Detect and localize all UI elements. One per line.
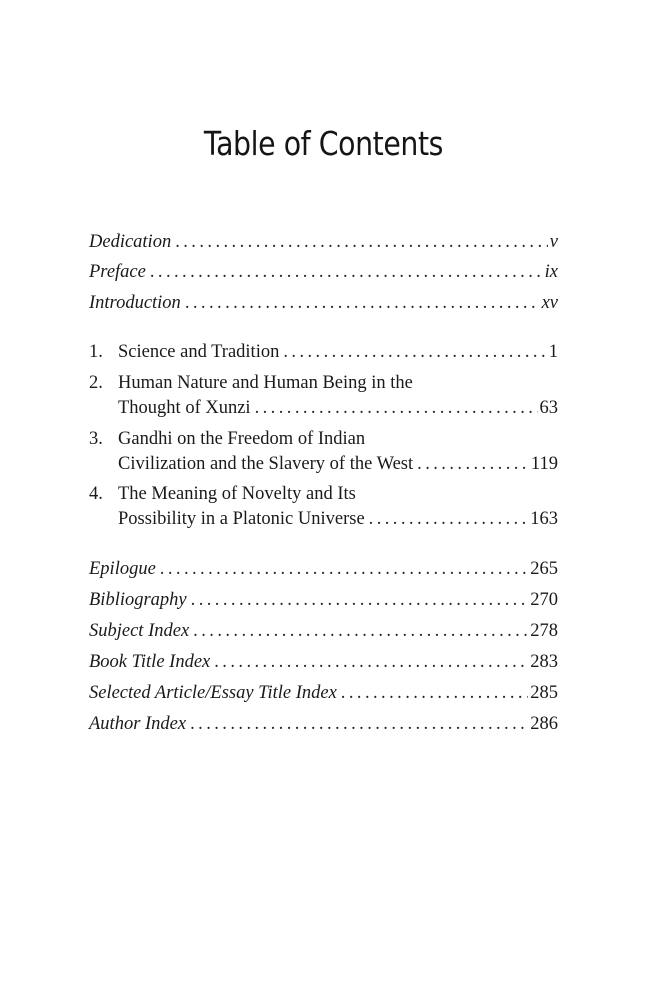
entry-label: Selected Article/Essay Title Index	[89, 683, 337, 703]
chapter-line	[118, 340, 558, 364]
page-number: 163	[530, 509, 558, 529]
dot-leader	[341, 681, 528, 705]
toc-entry-author-index[interactable]	[89, 712, 558, 736]
dot-leader	[185, 291, 540, 315]
page-title: Table of Contents	[203, 124, 443, 163]
chapter-number: 1.	[89, 342, 103, 362]
chapter-title-line-1: Human Nature and Human Being in the	[118, 373, 413, 393]
chapter-line	[118, 396, 558, 420]
entry-label: Preface	[89, 262, 146, 282]
chapter-title-line-1: Gandhi on the Freedom of Indian	[118, 429, 366, 449]
entry-label: Bibliography	[89, 590, 187, 610]
toc-entry-epilogue[interactable]	[89, 557, 558, 581]
page-number: 286	[530, 714, 558, 734]
dot-leader	[191, 588, 529, 612]
page-number: 270	[530, 590, 558, 610]
chapter-number: 2.	[89, 373, 103, 393]
page-number: 265	[530, 559, 558, 579]
chapter-title-line-2: Civilization and the Slavery of the West	[118, 454, 414, 474]
page-number: 283	[530, 652, 558, 672]
page-number: 1	[548, 342, 558, 362]
page-number: xv	[541, 293, 558, 313]
page-number: 63	[539, 398, 558, 418]
toc-entry-article-essay-title-index[interactable]	[89, 681, 558, 705]
dot-leader	[190, 712, 528, 736]
dot-leader	[160, 557, 528, 581]
dot-leader	[193, 619, 528, 643]
entry-label: Epilogue	[89, 559, 156, 579]
page-number: 278	[530, 621, 558, 641]
dot-leader	[150, 260, 543, 284]
dot-leader	[369, 507, 529, 531]
chapter-number: 4.	[89, 484, 103, 504]
toc-entry-book-title-index[interactable]	[89, 650, 558, 674]
toc-entry-dedication[interactable]	[89, 230, 558, 254]
page-number: ix	[544, 262, 558, 282]
entry-label: Book Title Index	[89, 652, 211, 672]
page-number: 285	[530, 683, 558, 703]
chapter-title-line-1: The Meaning of Novelty and Its	[118, 484, 356, 504]
chapter-line	[118, 507, 558, 531]
chapter-line	[118, 452, 558, 476]
toc-entry-introduction[interactable]	[89, 291, 558, 315]
dot-leader	[255, 396, 538, 420]
page-number: 119	[530, 454, 558, 474]
dot-leader	[214, 650, 528, 674]
dot-leader	[175, 230, 548, 254]
entry-label: Author Index	[89, 714, 187, 734]
dot-leader	[417, 452, 529, 476]
chapter-number: 3.	[89, 429, 103, 449]
entry-label: Dedication	[89, 232, 172, 252]
chapter-title: Science and Tradition	[118, 342, 280, 362]
chapter-title-line-2: Possibility in a Platonic Universe	[118, 509, 365, 529]
toc-entry-subject-index[interactable]	[89, 619, 558, 643]
dot-leader	[283, 340, 546, 364]
chapter-title-line-2: Thought of Xunzi	[118, 398, 251, 418]
toc-entry-bibliography[interactable]	[89, 588, 558, 612]
entry-label: Subject Index	[89, 621, 190, 641]
toc-entry-preface[interactable]	[89, 260, 558, 284]
entry-label: Introduction	[89, 293, 181, 313]
page-number: v	[549, 232, 558, 252]
